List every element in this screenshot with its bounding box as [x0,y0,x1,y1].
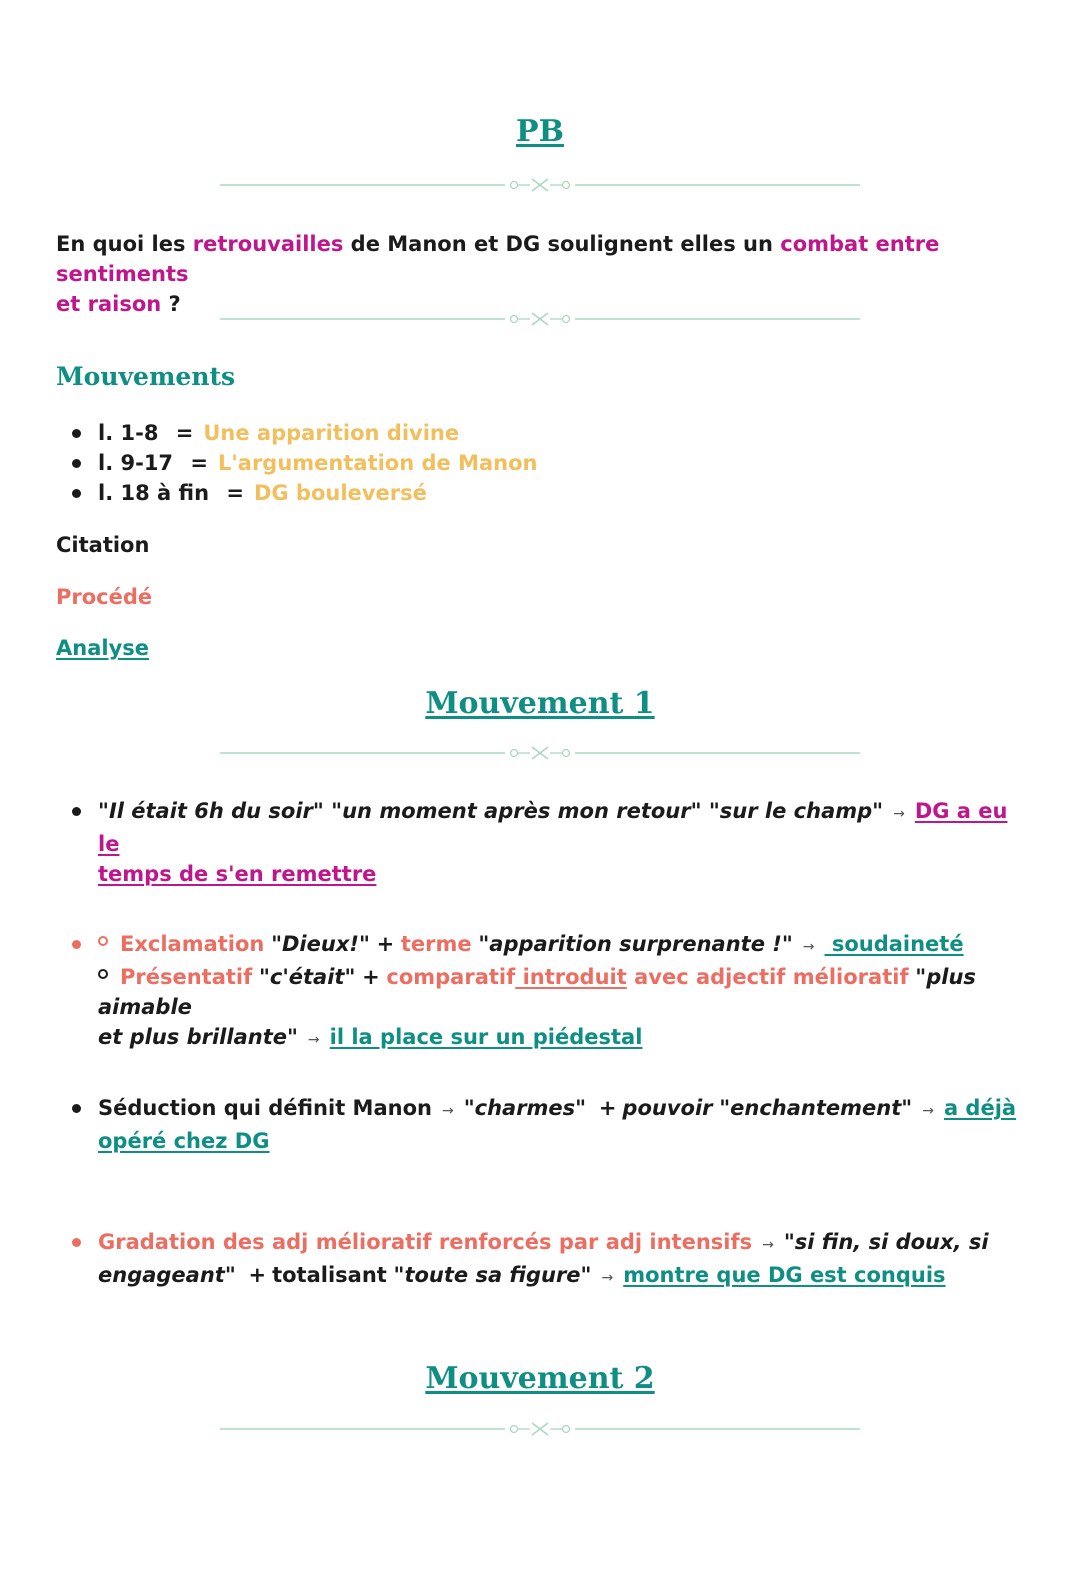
analysis-bullet-3: Séduction qui définit Manon → "charmes" + pouvoir "enchantement" → a déjà opéré chez DG [98,1096,1017,1153]
list-item: l. 1-8 = Une apparition divine [72,418,772,448]
mouvements-heading: Mouvements [56,362,236,391]
legend-analyse: Analyse [56,636,150,660]
bullet-icon [72,459,81,468]
bullet-icon [72,1104,81,1113]
ornament-divider [220,1422,860,1436]
analysis-bullet-2: Exclamation "Dieux!" + terme "apparition surprenante !" → soudaineté Présentatif "c'était" + comparatif introduit avec adjectif mélioratif "plus aimable et plus brillante" → il la place sur un piédestal [98,932,976,1049]
mouvement-1-title: Mouvement 1 [425,686,655,721]
legend-citation: Citation [56,533,150,557]
analysis-bullet-4: Gradation des adj mélioratif renforcés par adj intensifs → "si fin, si doux, si engageant" + totalisant "toute sa figure" → montre que DG est conquis [98,1230,989,1287]
legend-procede: Procédé [56,585,153,609]
bullet-icon [72,489,81,498]
bullet-icon [72,940,81,949]
analysis-bullet-1: "Il était 6h du soir" "un moment après mon retour" "sur le champ" → DG a eu le temps de s'en remettre [98,799,1008,886]
sub-bullet-icon [98,969,108,979]
bullet-icon [72,429,81,438]
mouvement-2-title: Mouvement 2 [425,1361,655,1396]
ornament-divider [220,746,860,760]
mouvements-list [72,418,772,508]
pb-title: PB [516,114,564,149]
ornament-divider [220,178,860,192]
list-item: l. 18 à fin = DG bouleversé [72,478,772,508]
pb-question: En quoi les retrouvailles de Manon et DG soulignent elles un combat entre sentiments et raison ? [56,232,940,316]
sub-bullet-icon [98,936,108,946]
bullet-icon [72,1238,81,1247]
ornament-divider [220,312,860,326]
list-item: l. 9-17 = L'argumentation de Manon [72,448,772,478]
bullet-icon [72,807,81,816]
